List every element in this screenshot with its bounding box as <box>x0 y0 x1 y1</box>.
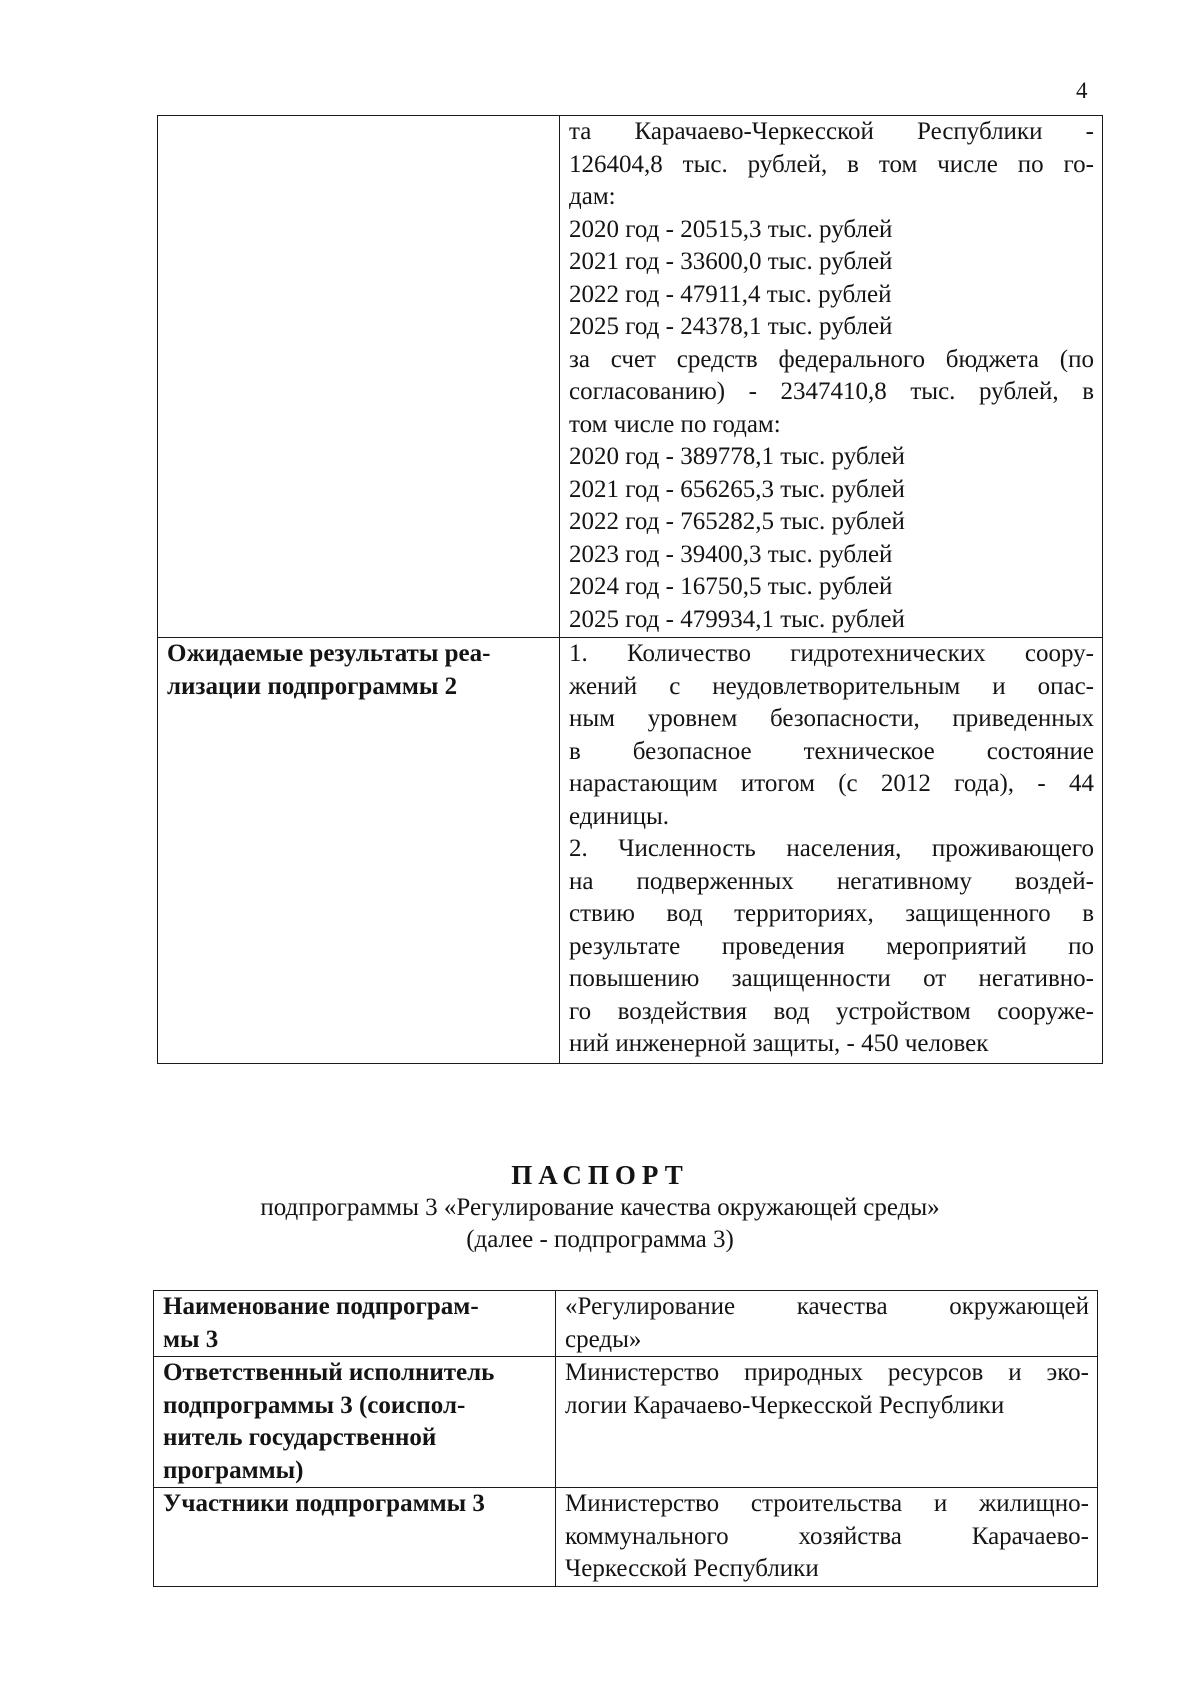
text-line: го воздействия вод устройством сооруже- <box>569 997 1094 1025</box>
text-line: 2025 год - 479934,1 тыс. рублей <box>569 605 905 633</box>
label-line: нитель государственной <box>163 1424 437 1451</box>
responsible-executor-value <box>556 1357 1098 1488</box>
text-line: логии Карачаево-Черкесской Республики <box>565 1391 1005 1419</box>
text-line: единицы. <box>569 802 670 830</box>
participants-value <box>556 1488 1098 1587</box>
responsible-executor-label <box>154 1357 556 1488</box>
text-line: Министерство природных ресурсов и эко- <box>565 1359 1089 1386</box>
text-line: 2. Численность населения, проживающего <box>569 835 1094 862</box>
passport-note: (далее - подпрограмма 3) <box>466 1226 734 1253</box>
text-line: 126404,8 тыс. рублей, в том числе по го- <box>569 150 1094 178</box>
subprogram-2-table <box>157 115 1103 1064</box>
label-line: программы) <box>163 1456 304 1484</box>
text-line: в безопасное техническое состояние <box>569 737 1094 765</box>
label-line: Ответственный исполнитель <box>163 1359 495 1386</box>
text-line: коммунального хозяйства Карачаево- <box>565 1522 1089 1550</box>
label-line: Наименование подпрограм- <box>163 1293 479 1320</box>
passport-title-block <box>0 1158 1200 1256</box>
text-line: 2023 год - 39400,3 тыс. рублей <box>569 540 893 568</box>
subprogram-3-passport-table <box>153 1290 1098 1587</box>
table-row <box>158 116 1103 638</box>
label-line: лизации подпрограммы 2 <box>167 672 458 700</box>
label-line: Ожидаемые результаты реа- <box>167 640 491 667</box>
funding-cell <box>560 116 1103 638</box>
text-line: среды» <box>565 1325 642 1353</box>
text-line: результате проведения мероприятий по <box>569 932 1094 960</box>
text-line: ным уровнем безопасности, приведенных <box>569 705 1094 732</box>
text-line: повышению защищенности от негативно- <box>569 965 1094 992</box>
text-line: 2022 год - 47911,4 тыс. рублей <box>569 280 892 308</box>
label-line: подпрограммы 3 (соиспол- <box>163 1391 466 1419</box>
table-row <box>158 638 1103 1064</box>
text-line: ний инженерной защиты, - 450 человек <box>569 1030 989 1057</box>
text-line: Черкесской Республики <box>565 1555 819 1582</box>
text-line: за счет средств федерального бюджета (по <box>569 345 1094 373</box>
text-line: дам: <box>569 183 616 210</box>
text-line: согласованию) - 2347410,8 тыс. рублей, в <box>569 378 1094 405</box>
text-line: нарастающим итогом (с 2012 года), - 44 <box>569 770 1094 797</box>
expected-results-text <box>560 638 1103 1064</box>
passport-heading: ПАСПОРТ <box>511 1160 689 1190</box>
name-label <box>154 1291 556 1357</box>
table-row <box>154 1291 1098 1357</box>
passport-subtitle: подпрограммы 3 «Регулирование качества окружающей среды» <box>260 1194 940 1221</box>
text-line: Министерство строительства и жилищно- <box>565 1490 1089 1517</box>
label-cell <box>158 116 560 638</box>
text-line: 2025 год - 24378,1 тыс. рублей <box>569 313 893 340</box>
name-value <box>556 1291 1098 1357</box>
label-line: мы 3 <box>163 1325 219 1353</box>
text-line: 2022 год - 765282,5 тыс. рублей <box>569 508 905 535</box>
text-line: «Регулирование качества окружающей <box>565 1293 1089 1320</box>
text-line: 2020 год - 389778,1 тыс. рублей <box>569 443 905 470</box>
expected-results-label <box>158 638 560 1064</box>
participants-label <box>154 1488 556 1587</box>
text-line: жений с неудовлетворительным и опас- <box>569 672 1094 700</box>
text-line: та Карачаево-Черкесской Республики - <box>569 118 1094 145</box>
text-line: на подверженных негативному воздей- <box>569 867 1094 895</box>
table-row <box>154 1357 1098 1488</box>
text-line: 2021 год - 656265,3 тыс. рублей <box>569 475 905 503</box>
text-line: том числе по годам: <box>569 410 781 438</box>
text-line: ствию вод территориях, защищенного в <box>569 900 1094 927</box>
page-number: 4 <box>1076 78 1088 103</box>
label-line: Участники подпрограммы 3 <box>163 1490 485 1517</box>
table-row <box>154 1488 1098 1587</box>
text-line: 1. Количество гидротехнических соору- <box>569 640 1094 667</box>
text-line: 2024 год - 16750,5 тыс. рублей <box>569 573 893 600</box>
text-line: 2021 год - 33600,0 тыс. рублей <box>569 248 893 275</box>
text-line: 2020 год - 20515,3 тыс. рублей <box>569 215 893 243</box>
